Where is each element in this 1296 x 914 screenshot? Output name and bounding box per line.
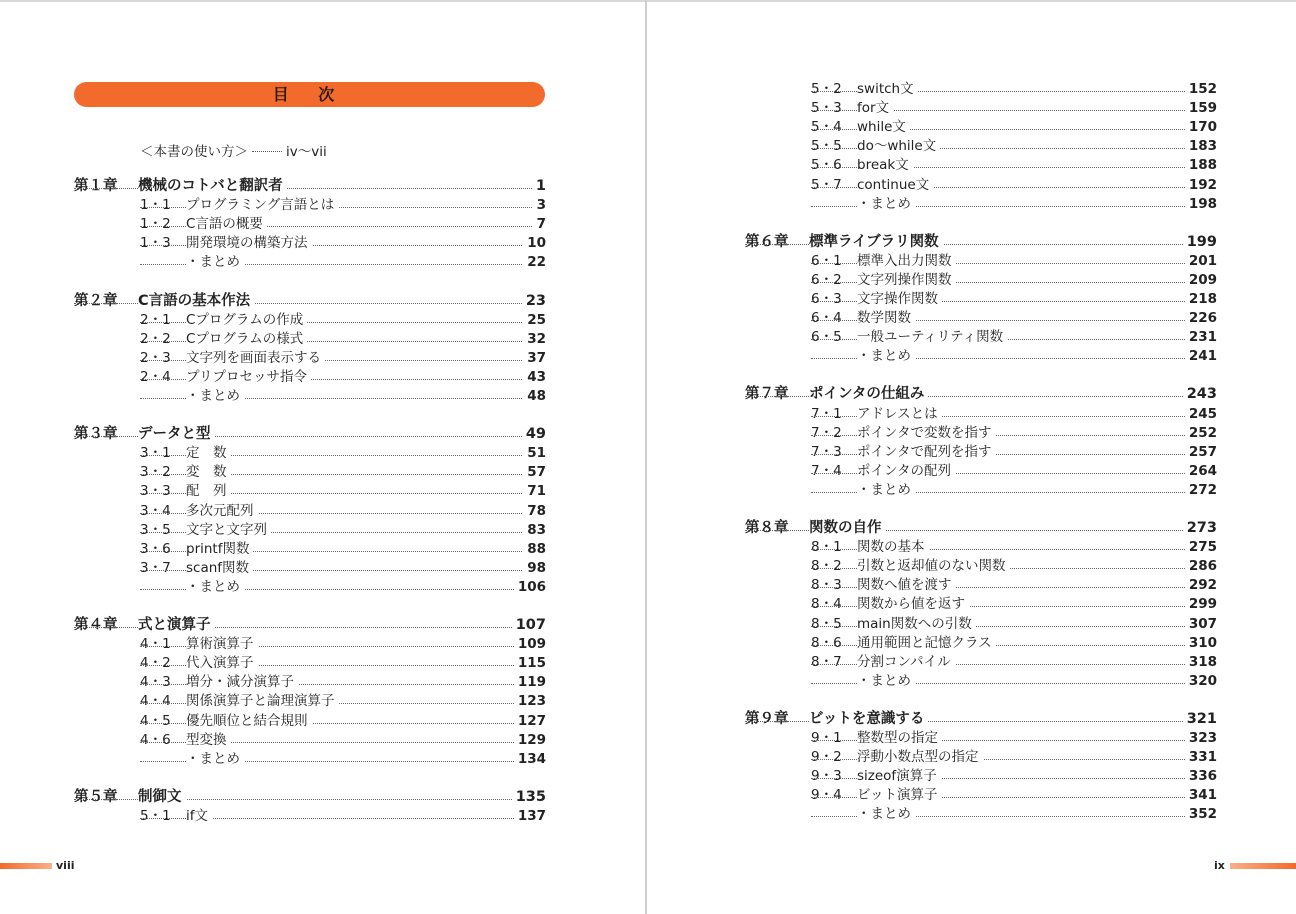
entry-number: 第９章 xyxy=(745,710,789,727)
entry-title: do～while文 xyxy=(857,137,940,156)
entry-title: 優先順位と結合規則 xyxy=(186,712,312,731)
entry-page: 32 xyxy=(523,330,546,349)
toc-section-row[interactable] xyxy=(811,786,1217,805)
entry-page: 192 xyxy=(1185,176,1217,195)
entry-title: main関数への引数 xyxy=(857,615,976,634)
entry-title: ビット演算子 xyxy=(857,786,941,805)
toc-section-row[interactable] xyxy=(140,502,546,521)
entry-number: 第７章 xyxy=(745,386,789,403)
toc-summary-row[interactable] xyxy=(811,805,1217,824)
toc-summary-row[interactable] xyxy=(140,750,546,769)
entry-number: 3・4 xyxy=(140,502,171,519)
entry-page: 321 xyxy=(1183,710,1217,729)
left-folio: viii xyxy=(56,859,75,872)
entry-title: 浮動小数点型の指定 xyxy=(857,748,983,767)
entry-page: 23 xyxy=(522,292,546,311)
entry-title: 制御文 xyxy=(138,788,186,807)
entry-page: 286 xyxy=(1185,557,1217,576)
toc-section-row[interactable] xyxy=(811,538,1217,557)
toc-chapter-row[interactable] xyxy=(74,425,546,444)
entry-number: 1・2 xyxy=(140,216,171,233)
entry-number: 4・1 xyxy=(140,636,171,653)
entry-page: 83 xyxy=(523,521,546,540)
entry-title: 代入演算子 xyxy=(186,654,258,673)
entry-number: 6・5 xyxy=(811,329,842,346)
toc-section-row[interactable] xyxy=(811,271,1217,290)
entry-title: ・まとめ xyxy=(186,387,244,406)
entry-number: 2・2 xyxy=(140,330,171,347)
entry-number: 6・2 xyxy=(811,271,842,288)
toc-section-row[interactable] xyxy=(140,215,546,234)
entry-page: 3 xyxy=(533,196,546,215)
entry-number: 3・5 xyxy=(140,521,171,538)
entry-number: 3・1 xyxy=(140,445,171,462)
entry-page: 218 xyxy=(1185,290,1217,309)
toc-section-row[interactable] xyxy=(811,309,1217,328)
toc-title: 目 次 xyxy=(74,82,545,107)
entry-number: 6・3 xyxy=(811,291,842,307)
toc-section-row[interactable] xyxy=(811,615,1217,634)
entry-page: 88 xyxy=(523,540,546,559)
entry-title: 引数と返却値のない関数 xyxy=(857,557,1010,576)
entry-number: 第１章 xyxy=(74,178,118,194)
entry-number: 1・1 xyxy=(140,197,171,214)
entry-number: 第５章 xyxy=(74,788,118,805)
entry-title: ポインタで配列を指す xyxy=(857,443,995,462)
entry-number: 5・4 xyxy=(811,119,842,136)
entry-number: 5・3 xyxy=(811,100,842,117)
entry-number: 9・2 xyxy=(811,749,842,766)
usage-entry[interactable] xyxy=(140,140,340,159)
entry-page: 7 xyxy=(533,215,546,234)
entry-number: 4・2 xyxy=(140,655,171,672)
entry-number: 8・2 xyxy=(811,558,842,575)
entry-title: 型変換 xyxy=(186,731,231,750)
entry-number: 7・2 xyxy=(811,424,842,441)
toc-section-row[interactable] xyxy=(140,692,546,711)
toc-section-row[interactable] xyxy=(140,673,546,692)
entry-page: 43 xyxy=(523,368,546,387)
entry-title: 文字列を画面表示する xyxy=(186,349,325,368)
toc-section-row[interactable] xyxy=(811,328,1217,347)
entry-number: 9・1 xyxy=(811,730,842,746)
entry-title: 通用範囲と記憶クラス xyxy=(857,634,996,653)
entry-page: 320 xyxy=(1185,672,1217,691)
entry-title: 関数の基本 xyxy=(857,538,929,557)
entry-number: 4・5 xyxy=(140,712,171,729)
entry-number: 8・1 xyxy=(811,539,842,556)
entry-page: 37 xyxy=(523,349,546,368)
entry-page: 252 xyxy=(1185,424,1217,443)
entry-number: 6・4 xyxy=(811,310,842,327)
entry-title: C言語の基本作法 xyxy=(138,292,254,311)
toc-section-row[interactable] xyxy=(140,482,546,501)
entry-title: ・まとめ xyxy=(857,347,915,366)
entry-title: break文 xyxy=(857,156,913,175)
entry-title: プリプロセッサ指令 xyxy=(186,368,311,387)
entry-number: 3・3 xyxy=(140,483,171,500)
entry-page: 323 xyxy=(1185,729,1217,748)
entry-title: 式と演算子 xyxy=(138,616,215,635)
entry-title: continue文 xyxy=(857,176,933,195)
entry-title: 文字と文字列 xyxy=(186,521,271,540)
toc-section-row[interactable] xyxy=(140,521,546,540)
entry-page: 292 xyxy=(1185,576,1217,595)
entry-page: 352 xyxy=(1185,805,1217,824)
toc-summary-row[interactable] xyxy=(811,195,1217,214)
entry-page: 341 xyxy=(1185,786,1217,805)
entry-page: 273 xyxy=(1183,519,1217,538)
entry-number: 1・3 xyxy=(140,235,171,252)
toc-section-row[interactable] xyxy=(811,424,1217,443)
left-folio-strip xyxy=(0,863,52,869)
toc-section-row[interactable] xyxy=(811,576,1217,595)
entry-page: 226 xyxy=(1185,309,1217,328)
entry-page: 22 xyxy=(523,253,546,272)
entry-title: 関数から値を返す xyxy=(857,595,969,614)
entry-page: 183 xyxy=(1185,137,1217,156)
entry-title: 標準入出力関数 xyxy=(857,252,956,271)
entry-number: 9・3 xyxy=(811,768,842,785)
entry-title: ポインタで変数を指す xyxy=(857,424,995,443)
entry-page: 152 xyxy=(1185,80,1217,99)
entry-page: 245 xyxy=(1185,405,1217,424)
entry-number: 第８章 xyxy=(745,520,789,536)
entry-title: 数学関数 xyxy=(857,309,915,328)
toc-chapter-row[interactable] xyxy=(74,292,546,311)
toc-section-row[interactable] xyxy=(811,252,1217,271)
toc-section-row[interactable] xyxy=(140,635,546,654)
entry-number: 3・6 xyxy=(140,540,171,557)
entry-page: 48 xyxy=(523,387,546,406)
entry-page: 51 xyxy=(523,444,546,463)
entry-page: 1 xyxy=(532,177,546,196)
toc-summary-row[interactable] xyxy=(140,387,546,406)
entry-page: 98 xyxy=(523,559,546,578)
entry-title: ビットを意識する xyxy=(809,710,928,729)
entry-title: ポインタの仕組み xyxy=(809,385,928,404)
toc-section-row[interactable] xyxy=(811,118,1217,137)
entry-number: 7・3 xyxy=(811,443,842,460)
toc-section-row[interactable] xyxy=(140,654,546,673)
entry-title: ・まとめ xyxy=(857,195,915,214)
entry-title: 関係演算子と論理演算子 xyxy=(186,692,339,711)
entry-page: 299 xyxy=(1185,595,1217,614)
toc-section-row[interactable] xyxy=(811,99,1217,118)
entry-page: 106 xyxy=(514,578,546,597)
entry-page: 78 xyxy=(523,502,546,521)
entry-number: 4・4 xyxy=(140,693,171,710)
entry-title: 文字操作関数 xyxy=(857,290,942,309)
entry-title: ・まとめ xyxy=(857,481,915,500)
entry-page: 115 xyxy=(514,654,546,673)
toc-section-row[interactable] xyxy=(811,443,1217,462)
toc-section-row[interactable] xyxy=(811,653,1217,672)
entry-page: 10 xyxy=(523,234,546,253)
entry-page: 107 xyxy=(512,616,546,635)
entry-title: 関数の自作 xyxy=(809,519,886,538)
entry-title: if文 xyxy=(186,807,212,826)
toc-section-row[interactable] xyxy=(811,557,1217,576)
entry-number: 5・5 xyxy=(811,138,842,155)
entry-page: 198 xyxy=(1185,195,1217,214)
entry-number: 5・6 xyxy=(811,157,842,174)
entry-title: 多次元配列 xyxy=(186,502,258,521)
usage-leader xyxy=(252,151,282,152)
entry-number: 2・1 xyxy=(140,311,171,328)
entry-number: 第６章 xyxy=(745,233,789,250)
entry-title: switch文 xyxy=(857,80,918,99)
toc-section-row[interactable] xyxy=(140,196,546,215)
entry-number: 7・1 xyxy=(811,405,842,422)
entry-page: 188 xyxy=(1185,156,1217,175)
toc-section-row[interactable] xyxy=(140,540,546,559)
toc-summary-row[interactable] xyxy=(140,578,546,597)
toc-section-row[interactable] xyxy=(811,462,1217,481)
book-gutter xyxy=(645,0,647,914)
entry-page: 209 xyxy=(1185,271,1217,290)
toc-section-row[interactable] xyxy=(140,463,546,482)
entry-title: sizeof演算子 xyxy=(857,767,941,786)
entry-number: 5・1 xyxy=(140,807,171,824)
entry-number: 7・4 xyxy=(811,462,842,479)
entry-page: 264 xyxy=(1185,462,1217,481)
entry-number: 3・7 xyxy=(140,559,171,576)
entry-number: 3・2 xyxy=(140,464,171,481)
entry-title: 文字列操作関数 xyxy=(857,271,956,290)
entry-number: 8・6 xyxy=(811,634,842,651)
toc-section-row[interactable] xyxy=(811,729,1217,748)
toc-chapter-row[interactable] xyxy=(745,385,1217,404)
entry-title: 標準ライブラリ関数 xyxy=(809,233,943,252)
entry-page: 134 xyxy=(514,750,546,769)
entry-title: ・まとめ xyxy=(186,578,244,597)
entry-page: 272 xyxy=(1185,481,1217,500)
entry-number: 2・3 xyxy=(140,349,171,366)
usage-label: ＜本書の使い方＞ xyxy=(140,144,248,160)
entry-title: プログラミング言語とは xyxy=(186,196,338,215)
entry-title: printf関数 xyxy=(186,540,253,559)
page-top-rule xyxy=(0,0,1296,2)
entry-page: 201 xyxy=(1185,252,1217,271)
entry-page: 310 xyxy=(1185,634,1217,653)
entry-page: 57 xyxy=(523,463,546,482)
toc-chapter-row[interactable] xyxy=(745,519,1217,538)
toc-section-row[interactable] xyxy=(811,176,1217,195)
usage-pages: iv～vii xyxy=(286,144,327,160)
toc-section-row[interactable] xyxy=(811,595,1217,614)
entry-title: 定 数 xyxy=(186,444,231,463)
entry-title: 開発環境の構築方法 xyxy=(186,234,312,253)
entry-title: while文 xyxy=(857,118,910,137)
entry-number: 第４章 xyxy=(74,617,118,633)
entry-title: 整数型の指定 xyxy=(857,729,942,748)
entry-number: 6・1 xyxy=(811,252,842,269)
entry-title: 関数へ値を渡す xyxy=(857,576,956,595)
entry-title: 算術演算子 xyxy=(186,635,258,654)
entry-title: 配 列 xyxy=(186,482,231,501)
toc-section-row[interactable] xyxy=(140,349,546,368)
entry-page: 336 xyxy=(1185,767,1217,786)
toc-section-row[interactable] xyxy=(811,137,1217,156)
entry-page: 127 xyxy=(514,712,546,731)
entry-title: 変 数 xyxy=(186,463,231,482)
toc-chapter-row[interactable] xyxy=(74,177,546,196)
entry-number: 5・7 xyxy=(811,176,842,193)
entry-title: 増分・減分演算子 xyxy=(186,673,298,692)
entry-page: 318 xyxy=(1185,653,1217,672)
entry-number: 2・4 xyxy=(140,368,171,385)
entry-page: 109 xyxy=(514,635,546,654)
toc-section-row[interactable] xyxy=(140,311,546,330)
toc-section-row[interactable] xyxy=(140,330,546,349)
toc-section-row[interactable] xyxy=(811,156,1217,175)
entry-title: 機械のコトバと翻訳者 xyxy=(138,177,287,196)
entry-page: 137 xyxy=(514,807,546,826)
toc-chapter-row[interactable] xyxy=(74,788,546,807)
toc-chapter-row[interactable] xyxy=(745,233,1217,252)
entry-number: 8・4 xyxy=(811,596,842,613)
toc-section-row[interactable] xyxy=(140,712,546,731)
entry-number: 8・5 xyxy=(811,615,842,632)
toc-summary-row[interactable] xyxy=(140,253,546,272)
entry-number: 9・4 xyxy=(811,787,842,804)
toc-section-row[interactable] xyxy=(811,405,1217,424)
entry-title: データと型 xyxy=(138,425,215,444)
entry-page: 331 xyxy=(1185,748,1217,767)
entry-number: 5・2 xyxy=(811,81,842,97)
toc-summary-row[interactable] xyxy=(811,672,1217,691)
entry-page: 243 xyxy=(1183,385,1217,404)
entry-page: 231 xyxy=(1185,328,1217,347)
entry-page: 307 xyxy=(1185,615,1217,634)
entry-title: Cプログラムの様式 xyxy=(186,330,307,349)
entry-number: 第３章 xyxy=(74,426,118,443)
toc-section-row[interactable] xyxy=(140,731,546,750)
entry-page: 199 xyxy=(1183,233,1217,252)
entry-title: アドレスとは xyxy=(857,405,942,424)
entry-number: 4・3 xyxy=(140,674,171,691)
right-folio-strip xyxy=(1230,863,1296,869)
toc-summary-row[interactable] xyxy=(811,481,1217,500)
toc-summary-row[interactable] xyxy=(811,347,1217,366)
entry-page: 275 xyxy=(1185,538,1217,557)
entry-title: ・まとめ xyxy=(186,253,244,272)
toc-section-row[interactable] xyxy=(140,807,546,826)
toc-section-row[interactable] xyxy=(140,234,546,253)
toc-chapter-row[interactable] xyxy=(74,616,546,635)
entry-page: 25 xyxy=(523,311,546,330)
toc-section-row[interactable] xyxy=(811,290,1217,309)
entry-page: 135 xyxy=(512,788,546,807)
toc-section-row[interactable] xyxy=(811,80,1217,99)
entry-page: 49 xyxy=(522,425,546,444)
toc-section-row[interactable] xyxy=(811,748,1217,767)
toc-section-row[interactable] xyxy=(140,368,546,387)
right-folio: ix xyxy=(1214,859,1225,872)
entry-number: 8・3 xyxy=(811,577,842,594)
toc-section-row[interactable] xyxy=(811,767,1217,786)
entry-page: 170 xyxy=(1185,118,1217,137)
entry-title: ・まとめ xyxy=(857,672,915,691)
toc-chapter-row[interactable] xyxy=(745,710,1217,729)
entry-title: ・まとめ xyxy=(186,750,244,769)
entry-title: C言語の概要 xyxy=(186,215,267,234)
entry-page: 123 xyxy=(514,692,546,711)
entry-page: 241 xyxy=(1185,347,1217,366)
entry-page: 129 xyxy=(514,731,546,750)
toc-section-row[interactable] xyxy=(140,559,546,578)
entry-number: 第２章 xyxy=(74,292,118,309)
entry-page: 159 xyxy=(1185,99,1217,118)
entry-page: 257 xyxy=(1185,443,1217,462)
entry-number: 4・6 xyxy=(140,731,171,748)
entry-title: 分割コンパイル xyxy=(857,653,955,672)
toc-section-row[interactable] xyxy=(140,444,546,463)
entry-page: 119 xyxy=(514,673,546,692)
entry-title: 一般ユーティリティ関数 xyxy=(857,328,1007,347)
entry-title: Cプログラムの作成 xyxy=(186,311,307,330)
entry-page: 71 xyxy=(523,482,546,501)
entry-title: for文 xyxy=(857,99,893,118)
entry-title: ・まとめ xyxy=(857,805,915,824)
entry-title: scanf関数 xyxy=(186,559,253,578)
toc-section-row[interactable] xyxy=(811,634,1217,653)
entry-title: ポインタの配列 xyxy=(857,462,955,481)
entry-number: 8・7 xyxy=(811,653,842,670)
